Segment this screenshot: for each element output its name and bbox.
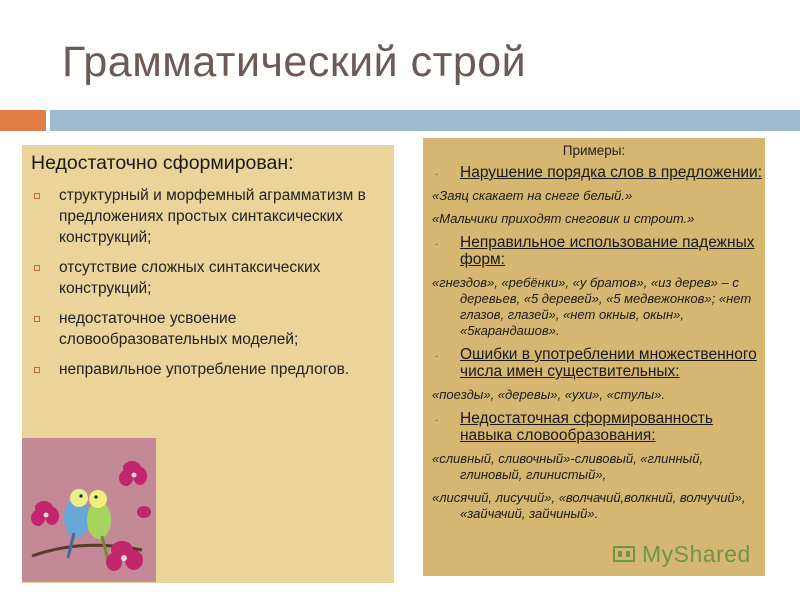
left-heading: Недостаточно сформирован: xyxy=(31,152,294,174)
dash-bullet-icon: - xyxy=(435,415,438,425)
accent-bar-blue xyxy=(50,110,800,131)
examples-panel xyxy=(423,138,765,576)
square-bullet-icon xyxy=(34,316,40,322)
accent-bar-orange xyxy=(0,110,46,131)
watermark xyxy=(612,541,751,568)
square-bullet-icon xyxy=(34,367,40,373)
example-category-word-order: - Нарушение порядка слов в предложении: xyxy=(435,164,763,181)
example-text: «Заяц скакает на снеге белый.» xyxy=(432,188,633,203)
example-category-word-formation: - Недостаточная сформированность навыка словообразования: xyxy=(435,410,713,444)
example-text: «лисячий, лисучий», «волчачий,волкний, волчучий», «зайчачий, зайчиный». xyxy=(432,490,746,521)
square-bullet-icon xyxy=(34,193,40,199)
left-list xyxy=(31,185,387,389)
list-item-text: неправильное употребление предлогов. xyxy=(59,361,350,378)
budgie-orchid-image xyxy=(22,438,156,582)
examples-content xyxy=(432,164,762,529)
list-item-text: структурный и морфемный аграмматизм в предложениях простых синтаксических конструкций; xyxy=(59,187,366,246)
example-text: «сливный, сливочный»-сливовый, «глинный, глиновый, глинистый», xyxy=(432,451,704,482)
example-category-plural: - Ошибки в употреблении множественного числа имен существительных: xyxy=(435,346,757,380)
watermark-text: MyShared xyxy=(642,541,751,567)
list-item-text: отсутствие сложных синтаксических конструкций; xyxy=(59,259,321,297)
watermark-logo-icon xyxy=(612,543,636,565)
list-item-text: недостаточное усвоение словообразовательных моделей; xyxy=(59,310,299,348)
dash-bullet-icon: - xyxy=(435,239,438,249)
square-bullet-icon xyxy=(34,265,40,271)
list-item xyxy=(31,185,387,248)
dash-bullet-icon: - xyxy=(435,169,438,179)
list-item xyxy=(31,308,387,350)
example-text: «Мальчики приходят снеговик и строит.» xyxy=(432,211,695,226)
example-text: «поезды», «деревы», «ухи», «стулы». xyxy=(432,387,665,402)
dash-bullet-icon: - xyxy=(435,351,438,361)
example-category-case-forms: - Неправильное использование падежных форм: xyxy=(435,234,755,268)
example-text: «гнездов», «ребёнки», «у братов», «из дерев» – с деревьев, «5 деревей», «5 медвежонков»; «нет глазов, глазей», «нет окныв, окын», «5карандашов». xyxy=(432,275,752,338)
list-item xyxy=(31,257,387,299)
examples-label: Примеры: xyxy=(562,143,626,158)
list-item xyxy=(31,359,387,380)
slide-title: Грамматический строй xyxy=(62,38,527,86)
